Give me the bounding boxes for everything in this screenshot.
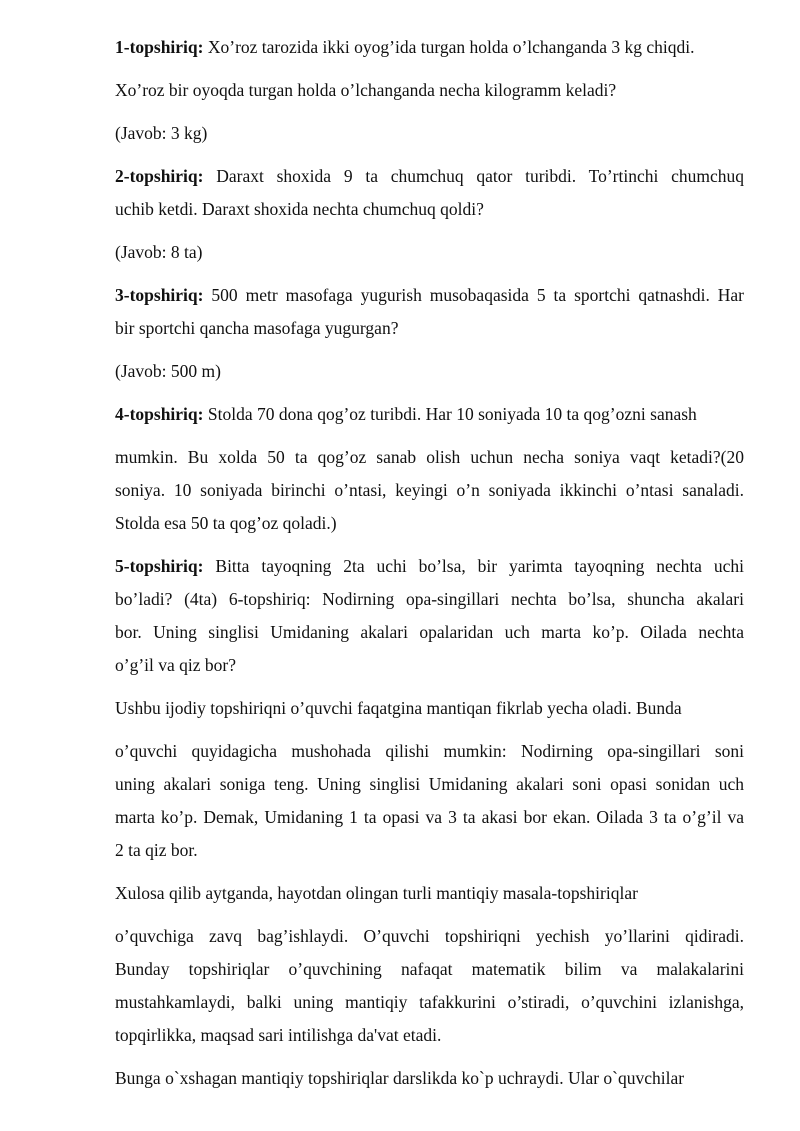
task-3-text: 500 metr masofaga yugurish musobaqasida 5 ta sportchi qatnashdi. Har [203,285,744,305]
paragraph-7-line-1: Xulosa qilib aytganda, hayotdan olingan turli mantiqiy masala-topshiriqlar [115,883,638,903]
task-5-line-3: bor. Uning singlisi Umidaning akalari opalaridan uch marta ko’p. Oilada nechta [115,622,744,642]
task-4-line-3: soniya. 10 soniyada birinchi o’ntasi, keyingi o’n soniyada ikkinchi o’ntasi sanaladi. [115,480,744,500]
task-5-label: 5-topshiriq: [115,556,204,576]
paragraph-7-line-2: o’quvchiga zavq bag’ishlaydi. O’quvchi topshiriqni yechish yo’llarini qidiradi. [115,926,744,946]
task-2-line-2: uchib ketdi. Daraxt shoxida nechta chumchuq qoldi? [115,199,484,219]
paragraph-6-line-4: marta ko’p. Demak, Umidaning 1 ta opasi va 3 ta akasi bor ekan. Oilada 3 ta o’g’il va [115,807,744,827]
task-4-line-2: mumkin. Bu xolda 50 ta qog’oz sanab olish uchun necha soniya vaqt ketadi?(20 [115,447,744,467]
task-2-line-1 [115,160,744,193]
task-1-line-1 [115,31,744,64]
task-2-text: Daraxt shoxida 9 ta chumchuq qator turibdi. To’rtinchi chumchuq [203,166,744,186]
paragraph-7-line-4: mustahkamlaydi, balki uning mantiqiy tafakkurini o’stiradi, o’quvchini izlanishga, [115,992,744,1012]
paragraph-7-line-5: topqirlikka, maqsad sari intilishga da'vat etadi. [115,1025,442,1045]
task-4-label: 4-topshiriq: [115,404,204,424]
task-1-text: Xo’roz tarozida ikki oyog’ida turgan holda o’lchanganda 3 kg chiqdi. [203,37,695,57]
paragraph-6-line-1: Ushbu ijodiy topshiriqni o’quvchi faqatgina mantiqan fikrlab yecha oladi. Bunda [115,698,682,718]
task-5-text: Bitta tayoqning 2ta uchi bo’lsa, bir yarimta tayoqning nechta uchi [203,556,744,576]
paragraph-7-line-3: Bunday topshiriqlar o’quvchining nafaqat matematik bilim va malakalarini [115,959,744,979]
task-3-line-2: bir sportchi qancha masofaga yugurgan? [115,318,399,338]
task-1-line-2: Xo’roz bir oyoqda turgan holda o’lchanganda necha kilogramm keladi? [115,80,617,100]
task-4-line-1 [115,398,744,431]
task-3-answer: (Javob: 500 m) [115,361,221,381]
task-1-answer: (Javob: 3 kg) [115,123,208,143]
task-5-line-4: o’g’il va qiz bor? [115,655,236,675]
task-5-line-1 [115,550,744,583]
task-3-line-1 [115,279,744,312]
task-1-label: 1-topshiriq: [115,37,204,57]
task-2-answer: (Javob: 8 ta) [115,242,203,262]
task-5-line-2: bo’ladi? (4ta) 6-topshiriq: Nodirning opa-singillari nechta bo’lsa, shuncha akalari [115,589,744,609]
task-2-label: 2-topshiriq: [115,166,204,186]
paragraph-8-line-1: Bunga o`xshagan mantiqiy topshiriqlar darslikda ko`p uchraydi. Ular o`quvchilar [115,1068,685,1088]
task-3-label: 3-topshiriq: [115,285,204,305]
task-4-text: Stolda 70 dona qog’oz turibdi. Har 10 soniyada 10 ta qog’ozni sanash [203,404,697,424]
paragraph-6-line-3: uning akalari soniga teng. Uning singlisi Umidaning akalari soni opasi sonidan uch [115,774,744,794]
paragraph-6-line-5: 2 ta qiz bor. [115,840,198,860]
task-4-line-4: Stolda esa 50 ta qog’oz qoladi.) [115,513,337,533]
paragraph-6-line-2: o’quvchi quyidagicha mushohada qilishi mumkin: Nodirning opa-singillari soni [115,741,744,761]
